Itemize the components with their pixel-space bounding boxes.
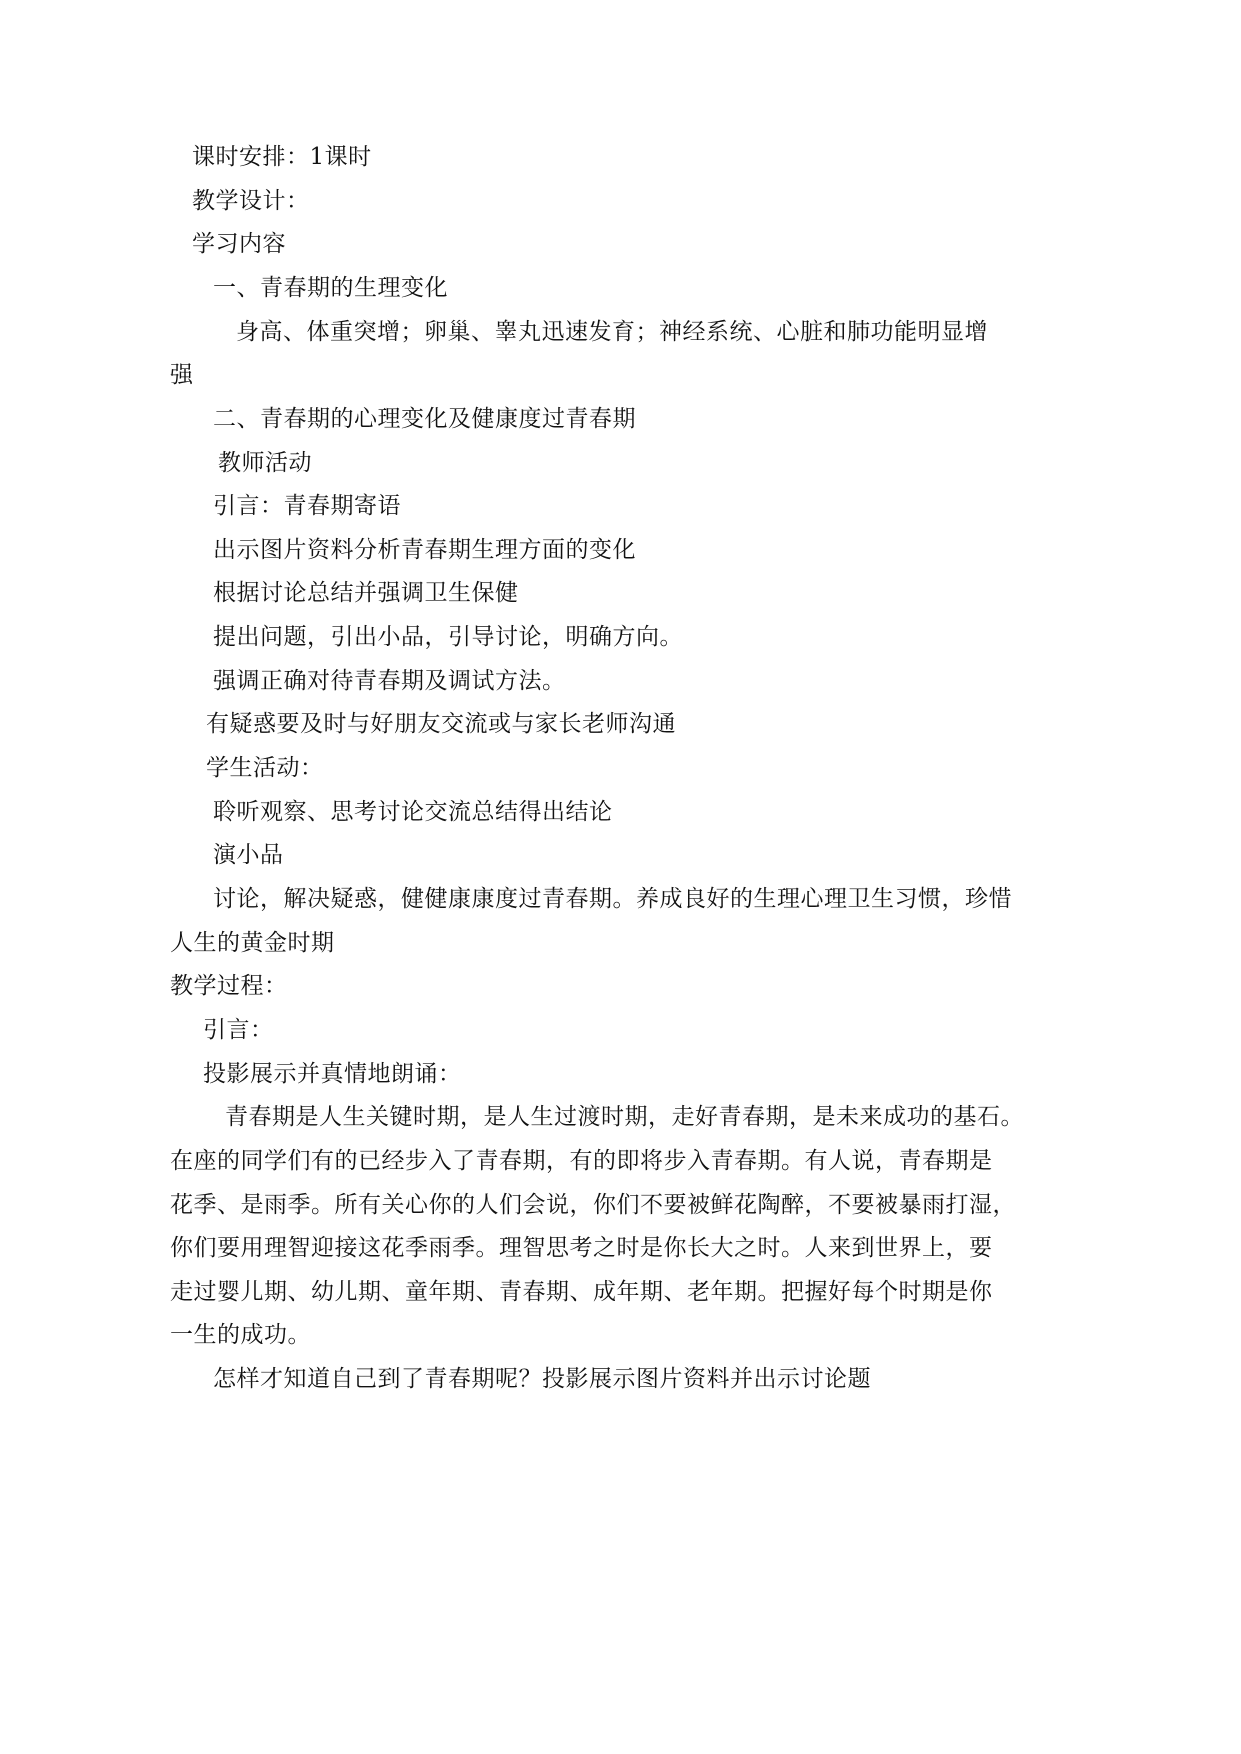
- teacher-activity-item: 有疑惑要及时与好朋友交流或与家长老师沟通: [206, 711, 676, 737]
- teacher-activity-heading: 教师活动: [218, 450, 312, 476]
- schedule-line: 课时安排：1课时: [192, 144, 372, 170]
- design-heading: 教学设计：: [192, 188, 310, 214]
- student-activity-item: 讨论，解决疑惑，健健康康度过青春期。养成良好的生理心理卫生习惯，珍惜: [213, 886, 1012, 912]
- content-heading: 学习内容: [192, 231, 286, 257]
- recitation-paragraph-line: 一生的成功。: [170, 1322, 311, 1348]
- student-activity-item: 聆听观察、思考讨论交流总结得出结论: [213, 799, 613, 825]
- recitation-paragraph-line: 走过婴儿期、幼儿期、童年期、青春期、成年期、老年期。把握好每个时期是你: [170, 1279, 993, 1305]
- teacher-activity-item: 出示图片资料分析青春期生理方面的变化: [213, 537, 636, 563]
- section-one-heading: 一、青春期的生理变化: [213, 275, 448, 301]
- physical-changes-text-cont: 强: [170, 362, 194, 388]
- teacher-activity-item: 引言：青春期寄语: [213, 493, 401, 519]
- process-heading: 教学过程：: [170, 973, 288, 999]
- recitation-line: 投影展示并真情地朗诵：: [203, 1061, 462, 1087]
- teacher-activity-item: 提出问题，引出小品，引导讨论，明确方向。: [213, 624, 683, 650]
- discussion-prompt-line: 怎样才知道自己到了青春期呢？投影展示图片资料并出示讨论题: [213, 1366, 871, 1392]
- student-activity-heading: 学生活动：: [206, 755, 324, 781]
- physical-changes-text: 身高、体重突增；卵巢、睾丸迅速发育；神经系统、心脏和肺功能明显增: [236, 319, 988, 345]
- recitation-paragraph-line: 花季、是雨季。所有关心你的人们会说，你们不要被鲜花陶醉，不要被暴雨打湿，: [170, 1192, 1016, 1218]
- student-activity-item-cont: 人生的黄金时期: [170, 930, 335, 956]
- teacher-activity-item: 强调正确对待青春期及调试方法。: [213, 668, 566, 694]
- recitation-paragraph-line: 你们要用理智迎接这花季雨季。理智思考之时是你长大之时。人来到世界上，要: [170, 1235, 993, 1261]
- section-two-heading: 二、青春期的心理变化及健康度过青春期: [213, 406, 636, 432]
- intro-heading: 引言：: [203, 1017, 274, 1043]
- student-activity-item: 演小品: [213, 842, 284, 868]
- recitation-paragraph-line: 在座的同学们有的已经步入了青春期，有的即将步入青春期。有人说，青春期是: [170, 1148, 993, 1174]
- recitation-paragraph-line: 青春期是人生关键时期，是人生过渡时期，走好青春期，是未来成功的基石。: [225, 1104, 1024, 1130]
- teacher-activity-item: 根据讨论总结并强调卫生保健: [213, 580, 519, 606]
